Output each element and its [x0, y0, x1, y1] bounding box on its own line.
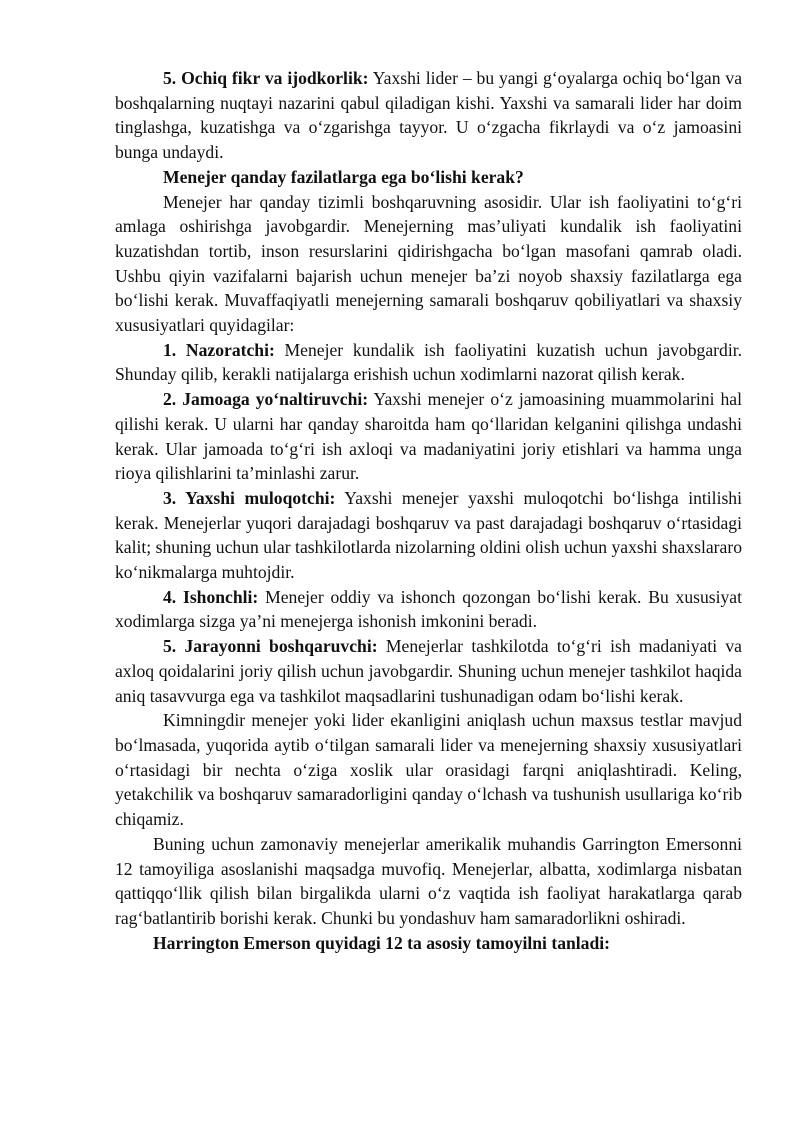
section-heading-manager-qualities: Menejer qanday fazilatlarga ega bo‘lishi kerak?: [163, 166, 524, 187]
paragraph-communicator: [115, 486, 742, 585]
paragraph-text: Menejer kundalik ish faoliyatini kuzatish uchun javobgardir. Shunday qilib, kerakli natijalarga erishish uchun xodimlarni nazorat qilish kerak.: [115, 339, 742, 385]
paragraph-open-mind: [115, 66, 742, 165]
paragraph-leader-vs-manager: Kimningdir menejer yoki lider ekanligini aniqlash uchun maxsus testlar mavjud bo‘lmasada, yuqorida aytib o‘tilgan samarali lider va menejerning shaxsiy xususiyatlari o‘rtasidagi bir nechta o‘ziga xoslik ular orasidagi farqni aniqlashtiradi. Keling, yetakchilik va boshqaruv samaradorligini qanday o‘lchash va tushunish usullariga ko‘rib chiqamiz.: [115, 710, 742, 830]
paragraph-controller: [115, 338, 742, 387]
paragraph-emerson-principles: Buning uchun zamonaviy menejerlar amerikalik muhandis Garrington Emersonni 12 tamoyiliga asoslanishi maqsadga muvofiq. Menejerlar, albatta, xodimlarga nisbatan qattiqqo‘llik qilish bilan birgalikda ularni o‘z vaqtida ish faoliyat harakatlarga qarab rag‘batlantirib borishi kerak. Chunki bu yondashuv ham samaradorlikni oshiradi.: [115, 833, 742, 928]
paragraph-text: Yaxshi menejer o‘z jamoasining muammolarini hal qilishi kerak. U ularni har qanday sharoitda ham qo‘llaridan kelganini qilishga undashi kerak. Ular jamoada to‘g‘ri ish axloqi va madaniyatini joriy etishlari va hamma unga rioya qilishlarini ta’minlashi zarur.: [115, 389, 742, 484]
paragraph-lead: 5. Ochiq fikr va ijodkorlik:: [163, 68, 369, 88]
paragraph-reliable: [115, 585, 742, 634]
paragraph-team-oriented: [115, 387, 742, 486]
paragraph-text: Yaxshi menejer yaxshi muloqotchi bo‘lishga intilishi kerak. Menejerlar yuqori darajadagi boshqaruv va past darajadagi boshqaruv o‘rtasidagi kalit; shuning uchun ular tashkilotlarda nizolarning oldini olish uchun yaxshi shaxslararo ko‘nikmalarga muhtojdir.: [115, 487, 742, 583]
paragraph-lead: 4. Ishonchli:: [163, 586, 259, 607]
paragraph-text: Yaxshi lider – bu yangi g‘oyalarga ochiq bo‘lgan va boshqalarning nuqtayi nazarini qabul qiladigan kishi. Yaxshi va samarali lider har doim tinglashga, kuzatishga va o‘zgarishga tayyor. U o‘zgacha fikrlaydi va o‘z jamoasini bunga undaydi.: [115, 68, 743, 163]
paragraph-text: Menejer oddiy va ishonch qozongan bo‘lishi kerak. Bu xususiyat xodimlarga sizga ya’ni menejerga ishonish imkonini beradi.: [115, 586, 742, 632]
paragraph-lead: 1. Nazoratchi:: [163, 339, 275, 360]
paragraph-lead: 3. Yaxshi muloqotchi:: [163, 487, 336, 508]
paragraph-process-manager: [115, 634, 742, 708]
paragraph-manager-intro: Menejer har qanday tizimli boshqaruvning asosidir. Ular ish faoliyatini to‘g‘ri amlaga oshirishga javobgardir. Menejerning mas’uliyati kundalik ish faoliyatini kuzatishdan tortib, inson resurslarini qidirishgacha bo‘lgan masofani qamrab oladi. Ushbu qiyin vazifalarni bajarish uchun menejer ba’zi noyob shaxsiy fazilatlarga ega bo‘lishi kerak. Muvaffaqiyatli menejerning samarali boshqaruv qobiliyatlari va shaxsiy xususiyatlari quyidagilar:: [115, 191, 742, 336]
paragraph-text: Menejerlar tashkilotda to‘g‘ri ish madaniyati va axloq qoidalarini joriy qilish uchun javobgardir. Shuning uchun menejer tashkilot haqida aniq tasavvurga ega va tashkilot maqsadlarini tushunadigan odam bo‘lishi kerak.: [115, 636, 742, 706]
section-heading-emerson: Harrington Emerson quyidagi 12 ta asosiy tamoyilni tanladi:: [153, 932, 610, 953]
paragraph-lead: 5. Jarayonni boshqaruvchi:: [163, 636, 378, 657]
paragraph-lead: 2. Jamoaga yo‘naltiruvchi:: [163, 389, 369, 410]
document-page: [115, 66, 742, 955]
